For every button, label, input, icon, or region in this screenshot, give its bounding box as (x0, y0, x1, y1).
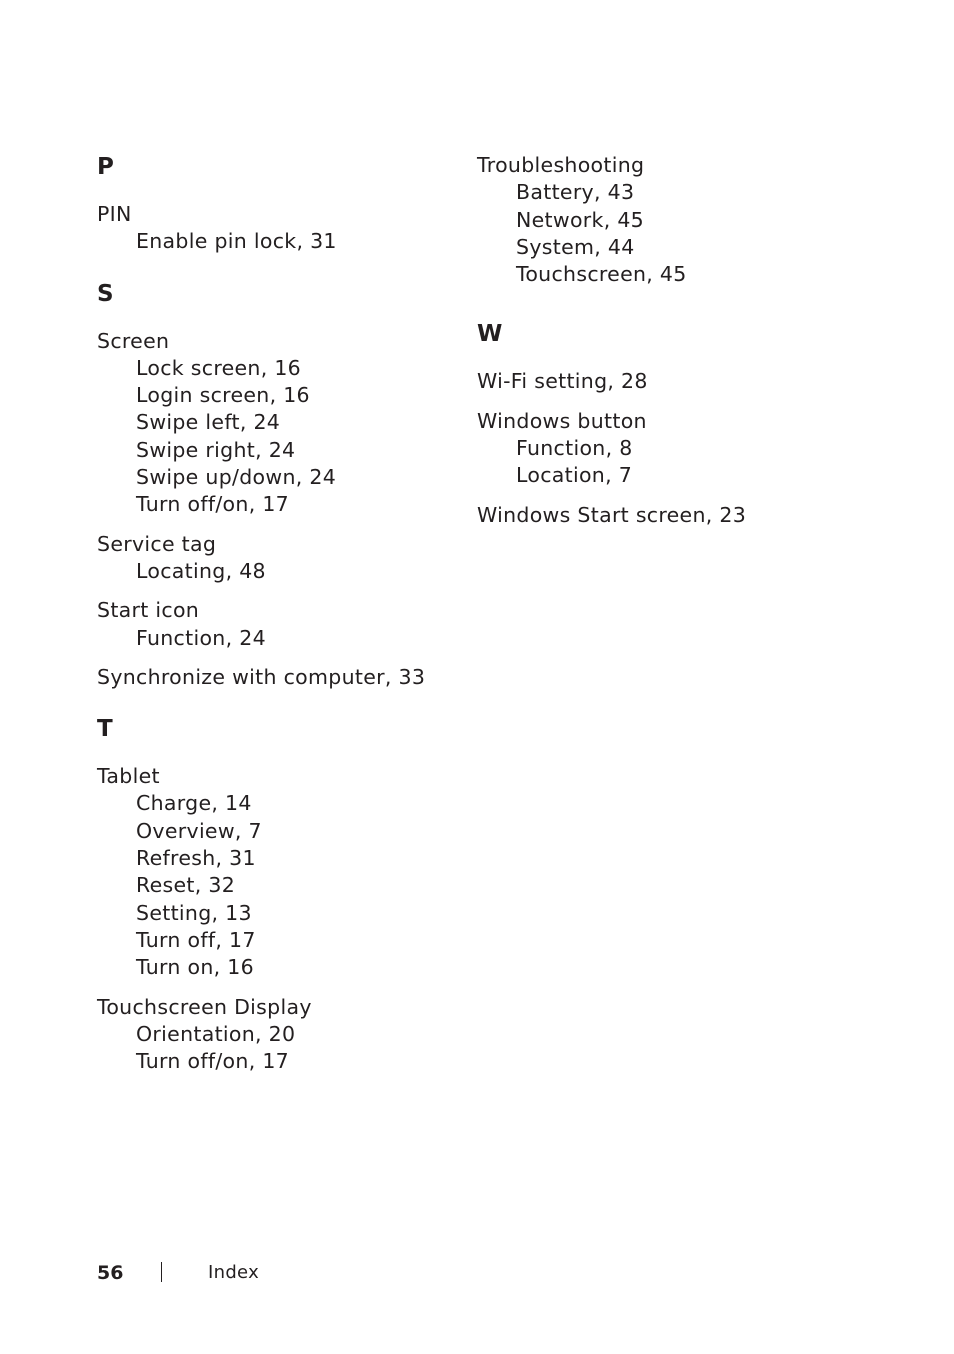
index-subentry: Turn off, 17 (136, 927, 256, 952)
index-section-t-continued (477, 152, 877, 288)
index-subentry: Turn on, 16 (136, 955, 254, 980)
index-entry (97, 531, 457, 586)
index-subentry: Overview, 7 (136, 818, 262, 843)
index-entry (477, 502, 877, 529)
index-subentry: Locating, 48 (136, 558, 266, 583)
index-term: Windows Start screen, 23 (477, 502, 747, 527)
index-column-left (97, 152, 457, 1098)
index-term: Start icon (97, 598, 200, 623)
index-subentry: Lock screen, 16 (136, 355, 302, 380)
index-subentry: Swipe up/down, 24 (136, 465, 337, 490)
index-subentry: Charge, 14 (136, 791, 252, 816)
index-subentry: Battery, 43 (516, 180, 635, 205)
footer-section-label: Index (208, 1262, 260, 1283)
index-term: Wi-Fi setting, 28 (477, 369, 648, 394)
index-subentry: Orientation, 20 (136, 1021, 296, 1046)
index-subentry: Refresh, 31 (136, 846, 256, 871)
index-subentry: Swipe right, 24 (136, 437, 296, 462)
index-entry (97, 664, 457, 691)
index-term: Synchronize with computer, 33 (97, 664, 426, 689)
index-entry (477, 152, 877, 288)
section-letter: W (477, 321, 503, 348)
index-subentry: Swipe left, 24 (136, 410, 281, 435)
index-subentry: Login screen, 16 (136, 383, 310, 408)
page-number: 56 (97, 1262, 124, 1284)
index-subentry: Turn off/on, 17 (136, 492, 290, 517)
section-letter: S (97, 280, 115, 307)
index-subentry: Function, 8 (516, 436, 633, 461)
index-entry (97, 994, 457, 1076)
index-entry (97, 597, 457, 652)
index-entry (97, 201, 457, 256)
section-letter: P (97, 154, 115, 180)
index-subentry: Reset, 32 (136, 873, 236, 898)
index-subentry: System, 44 (516, 234, 635, 259)
index-entry (477, 368, 877, 395)
section-letter: T (97, 716, 114, 743)
index-subentry: Turn off/on, 17 (136, 1049, 290, 1074)
footer-divider (161, 1262, 162, 1282)
index-subentry: Location, 7 (516, 463, 633, 488)
index-term: Tablet (97, 764, 160, 789)
index-term: Service tag (97, 531, 217, 556)
index-entry (97, 763, 457, 981)
index-subentry: Setting, 13 (136, 900, 252, 925)
index-entry (97, 328, 457, 519)
index-section-p (97, 152, 457, 256)
index-column-right (477, 152, 877, 552)
index-subentry: Network, 45 (516, 207, 645, 232)
index-subentry: Enable pin lock, 31 (136, 229, 337, 254)
index-entry (477, 408, 877, 490)
index-section-s (97, 279, 457, 692)
index-section-w (477, 319, 877, 528)
index-term: PIN (97, 202, 132, 226)
index-subentry: Function, 24 (136, 625, 266, 650)
index-subentry: Touchscreen, 45 (516, 262, 687, 287)
index-term: Touchscreen Display (97, 994, 312, 1019)
index-term: Troubleshooting (477, 153, 645, 177)
index-term: Windows button (477, 408, 647, 433)
index-section-t (97, 714, 457, 1075)
index-term: Screen (97, 328, 170, 353)
